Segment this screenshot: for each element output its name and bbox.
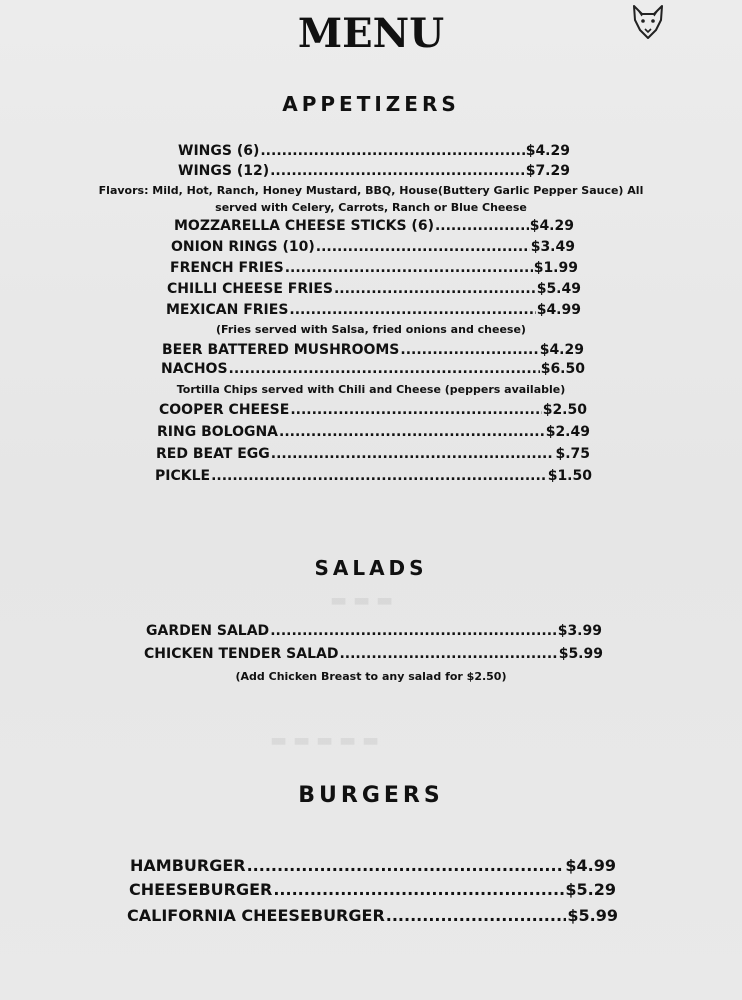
- leader-dots: [400, 342, 538, 358]
- flavors-note: Flavors: Mild, Hot, Ranch, Honey Mustard, BBQ, House(Buttery Garlic Pepper Sauce) All: [98, 184, 644, 197]
- menu-item: [155, 468, 592, 488]
- leader-dots: [285, 260, 533, 276]
- item-price: $5.99: [567, 906, 618, 925]
- section-heading-salads: SALADS: [314, 556, 428, 580]
- nachos-note: Tortilla Chips served with Chili and Cheese (peppers available): [176, 383, 566, 396]
- item-price: $1.50: [547, 468, 592, 484]
- leader-dots: [270, 623, 557, 639]
- item-price: $1.99: [533, 260, 578, 276]
- bleed-through-shadow: ▬▬▬: [330, 590, 400, 611]
- item-price: $4.99: [565, 856, 616, 875]
- item-name: NACHOS: [161, 361, 228, 377]
- item-name: CHICKEN TENDER SALAD: [144, 646, 339, 662]
- menu-item: [130, 856, 616, 878]
- item-price: $7.29: [525, 163, 570, 179]
- menu-item: [144, 646, 603, 666]
- leader-dots: [211, 468, 547, 484]
- item-price: $3.49: [530, 239, 575, 255]
- leader-dots: [435, 218, 529, 234]
- item-name: RING BOLOGNA: [157, 424, 279, 440]
- menu-item: [127, 906, 618, 928]
- menu-item: [159, 402, 587, 422]
- item-price: $2.50: [542, 402, 587, 418]
- wolf-head-icon: [628, 2, 668, 42]
- item-price: $3.99: [557, 623, 602, 639]
- leader-dots: [260, 143, 524, 159]
- item-price: $.75: [555, 446, 590, 462]
- leader-dots: [334, 281, 536, 297]
- leader-dots: [271, 446, 555, 462]
- item-price: $6.50: [540, 361, 585, 377]
- menu-item: [156, 446, 590, 466]
- leader-dots: [229, 361, 540, 377]
- menu-item: [161, 361, 585, 381]
- item-price: $4.29: [529, 218, 574, 234]
- item-price: $5.49: [536, 281, 581, 297]
- menu-item: [146, 623, 602, 643]
- item-name: RED BEAT EGG: [156, 446, 270, 462]
- menu-item: [174, 218, 574, 238]
- item-name: PICKLE: [155, 468, 211, 484]
- item-name: WINGS (12): [178, 163, 270, 179]
- leader-dots: [289, 302, 535, 318]
- menu-title: MENU: [297, 10, 445, 57]
- fries-note: (Fries served with Salsa, fried onions and cheese): [216, 323, 526, 336]
- leader-dots: [270, 163, 525, 179]
- menu-item: [162, 342, 584, 362]
- item-name: MEXICAN FRIES: [166, 302, 289, 318]
- leader-dots: [247, 856, 565, 875]
- item-name: HAMBURGER: [130, 856, 246, 875]
- menu-item: [178, 143, 570, 163]
- item-name: CHEESEBURGER: [129, 880, 273, 899]
- bleed-through-shadow: ▬▬▬▬▬: [270, 730, 386, 751]
- item-name: WINGS (6): [178, 143, 260, 159]
- item-name: CALIFORNIA CHEESEBURGER: [127, 906, 385, 925]
- section-heading-burgers: BURGERS: [298, 783, 444, 808]
- menu-item: [170, 260, 578, 280]
- item-price: $5.29: [565, 880, 616, 899]
- item-name: CHILLI CHEESE FRIES: [167, 281, 333, 297]
- leader-dots: [339, 646, 557, 662]
- item-name: GARDEN SALAD: [146, 623, 270, 639]
- leader-dots: [290, 402, 541, 418]
- item-name: BEER BATTERED MUSHROOMS: [162, 342, 400, 358]
- item-name: FRENCH FRIES: [170, 260, 284, 276]
- item-name: COOPER CHEESE: [159, 402, 290, 418]
- item-price: $4.29: [525, 143, 570, 159]
- leader-dots: [273, 880, 564, 899]
- item-name: MOZZARELLA CHEESE STICKS (6): [174, 218, 434, 234]
- item-price: $4.29: [539, 342, 584, 358]
- item-name: ONION RINGS (10): [171, 239, 315, 255]
- menu-item: [178, 163, 570, 183]
- leader-dots: [279, 424, 545, 440]
- menu-item: [129, 880, 616, 902]
- menu-item: [157, 424, 590, 444]
- flavors-note: served with Celery, Carrots, Ranch or Blue Cheese: [215, 201, 527, 214]
- item-price: $4.99: [536, 302, 581, 318]
- item-price: $2.49: [545, 424, 590, 440]
- leader-dots: [316, 239, 530, 255]
- section-heading-appetizers: APPETIZERS: [282, 92, 460, 116]
- menu-item: [167, 281, 581, 301]
- item-price: $5.99: [558, 646, 603, 662]
- menu-item: [171, 239, 575, 259]
- menu-item: [166, 302, 581, 322]
- salad-note: (Add Chicken Breast to any salad for $2.50): [235, 670, 507, 683]
- leader-dots: [386, 906, 567, 925]
